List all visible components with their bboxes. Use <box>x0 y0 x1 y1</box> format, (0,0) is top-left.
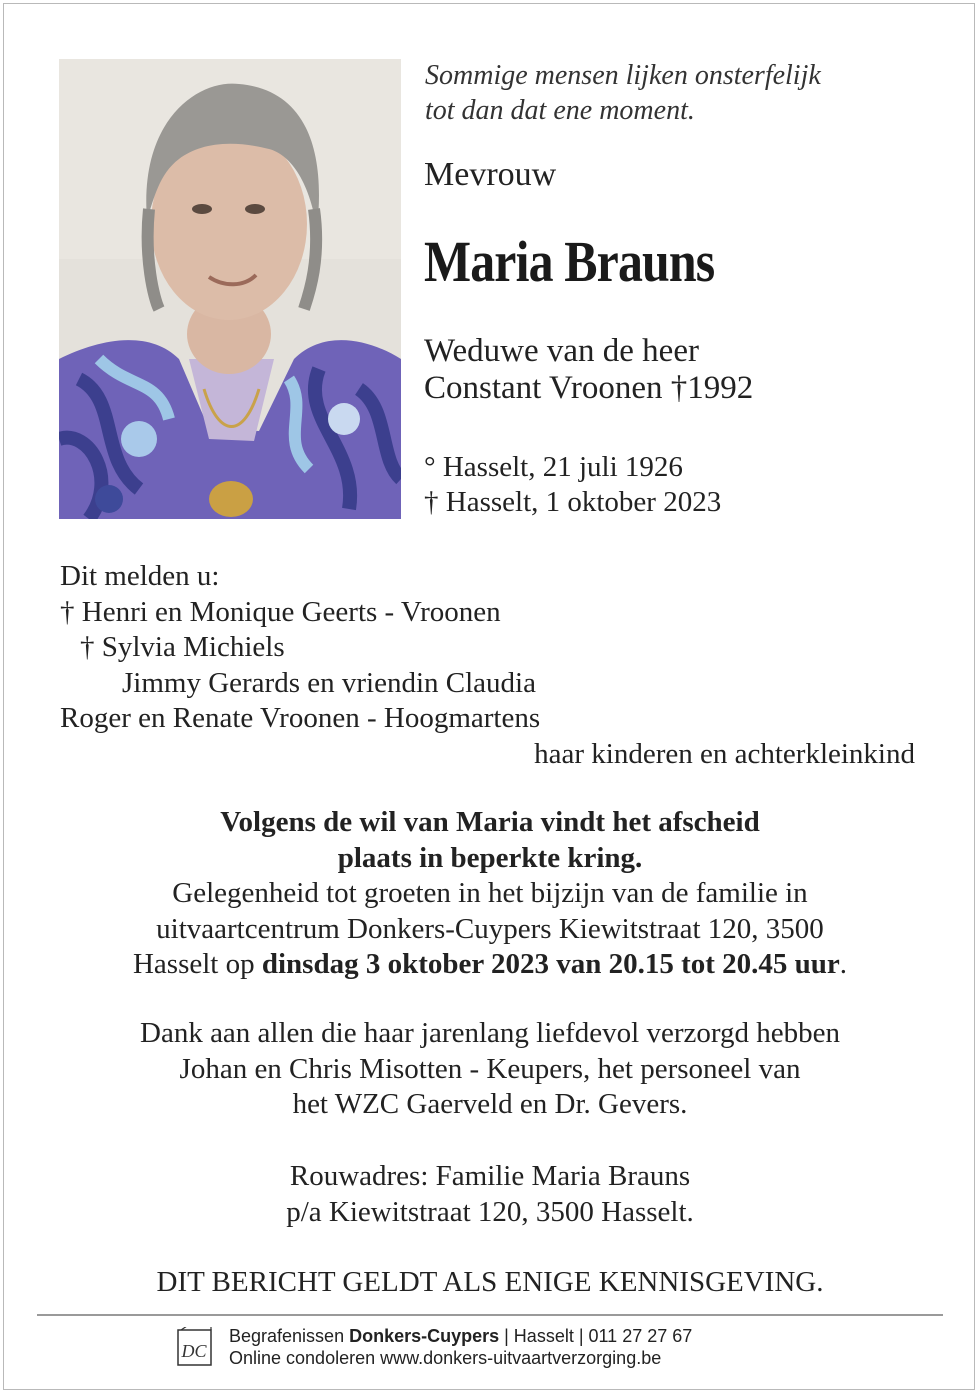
mourning-address <box>0 1159 980 1230</box>
funeral-home-logo <box>177 1327 213 1367</box>
company-name: Donkers-Cuypers <box>349 1326 500 1346</box>
address-line-1: Rouwadres: Familie Maria Brauns <box>289 1160 691 1192</box>
family-line: Roger en Renate Vroonen - Hoogmartens <box>60 702 541 734</box>
spouse-line-1: Weduwe van de heer <box>424 333 699 369</box>
family-intro: Dit melden u: <box>60 560 220 592</box>
funeral-home-contact <box>229 1325 692 1369</box>
ceremony-bold-line-1: Volgens de wil van Maria vindt het afscheid <box>220 806 760 838</box>
ceremony-date-time: dinsdag 3 oktober 2023 van 20.15 tot 20.45 uur <box>261 948 840 980</box>
quote-line-1: Sommige mensen lijken onsterfelijk <box>425 60 821 91</box>
thanks-line-3: het WZC Gaerveld en Dr. Gevers. <box>292 1088 688 1120</box>
deceased-name: Maria Brauns <box>424 229 715 294</box>
condolence-link[interactable]: Online condoleren www.donkers-uitvaartverzorging.be <box>229 1348 662 1368</box>
contact-prefix: Begrafenissen <box>229 1326 350 1346</box>
family-announcement <box>60 559 920 772</box>
ceremony-info <box>0 805 980 983</box>
honorific: Mevrouw <box>424 156 557 193</box>
address-line-2: p/a Kiewitstraat 120, 3500 Hasselt. <box>286 1195 694 1228</box>
ceremony-line-3: Gelegenheid tot groeten in het bijzijn van de familie in <box>172 877 808 909</box>
thanks-section <box>0 1016 980 1123</box>
thanks-line-1: Dank aan allen die haar jarenlang liefdevol verzorgd hebben <box>140 1017 840 1049</box>
quote-line-2: tot dan dat ene moment. <box>425 95 695 126</box>
thanks-line-2: Johan en Chris Misotten - Keupers, het personeel van <box>179 1052 801 1085</box>
footer-divider <box>37 1314 943 1316</box>
spouse-info <box>424 333 753 407</box>
logo-letters: DC <box>181 1341 207 1361</box>
notice <box>0 1265 980 1301</box>
contact-line-1 <box>229 1325 692 1347</box>
family-closing: haar kinderen en achterkleinkind <box>534 737 915 770</box>
family-line: † Henri en Monique Geerts - Vroonen <box>60 595 501 628</box>
ceremony-bold-line-2: plaats in beperkte kring. <box>337 841 643 874</box>
ceremony-line-5-prefix: Hasselt op <box>132 948 262 980</box>
ceremony-line-5-suffix: . <box>839 948 848 980</box>
death-date: † Hasselt, 1 oktober 2023 <box>424 486 722 518</box>
ceremony-line-5 <box>0 947 980 983</box>
contact-suffix: | Hasselt | 011 27 27 67 <box>499 1326 693 1346</box>
spouse-line-2: Constant Vroonen †1992 <box>424 370 754 406</box>
portrait-photo <box>59 59 401 519</box>
quote <box>425 58 821 128</box>
life-dates <box>424 450 721 520</box>
notice-text: DIT BERICHT GELDT ALS ENIGE KENNISGEVING. <box>156 1266 824 1298</box>
ceremony-line-4: uitvaartcentrum Donkers-Cuypers Kiewitstraat 120, 3500 <box>156 912 824 945</box>
birth-date: ° Hasselt, 21 juli 1926 <box>424 451 683 483</box>
family-line: † Sylvia Michiels <box>80 631 285 663</box>
family-line: Jimmy Gerards en vriendin Claudia <box>122 666 536 699</box>
